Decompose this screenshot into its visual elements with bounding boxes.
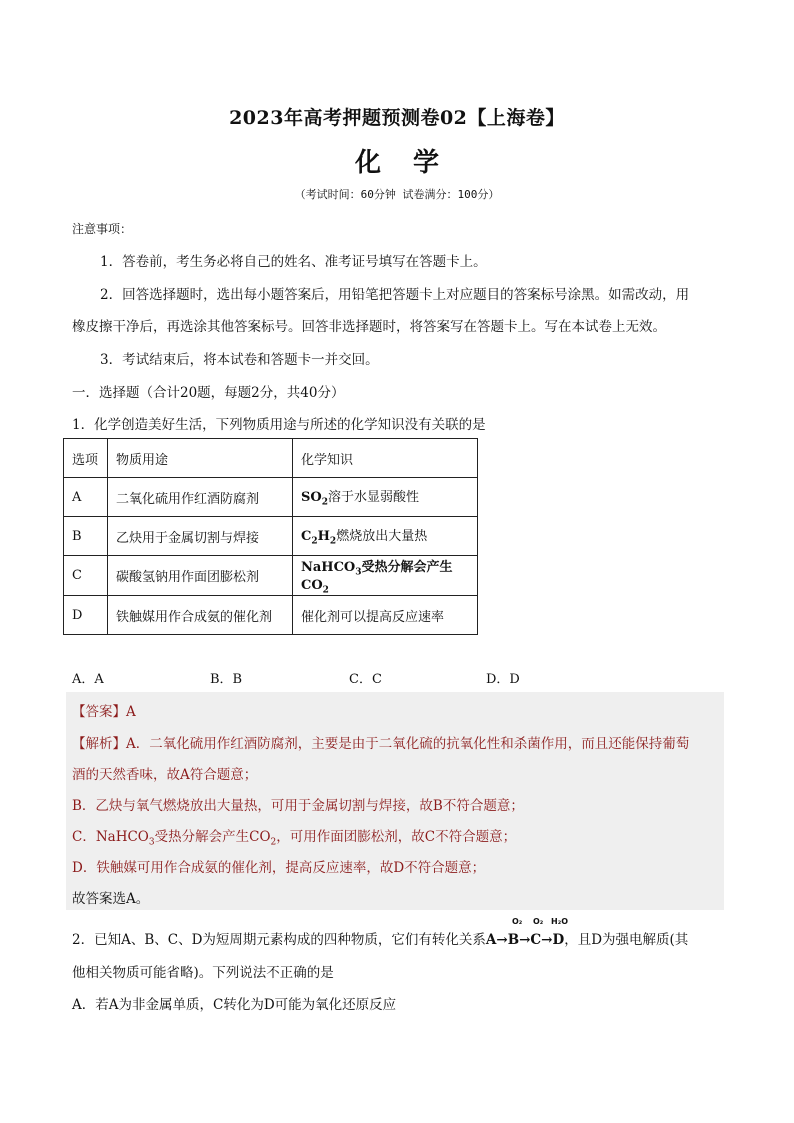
formula-subscript: 2	[329, 536, 337, 547]
analysis-a-line-2: 酒的天然香味，故A符合题意；	[72, 767, 258, 783]
subject-title: 化学	[354, 148, 471, 178]
analysis-b: B．乙炔与氧气燃烧放出大量热，可用于金属切割与焊接，故B不符合题意；	[72, 798, 524, 814]
choice-c: C．C	[349, 672, 382, 687]
formula-subscript: 2	[322, 585, 329, 596]
table-header-cell: 化学知识	[293, 439, 478, 478]
table-cell-knowledge	[293, 517, 478, 556]
formula-subscript: 2	[270, 837, 277, 848]
exam-info: （考试时间：60分钟 试卷满分：100分）	[294, 188, 500, 201]
analysis-a-text: A．二氧化硫用作红酒防腐剂，主要是由于二氧化硫的抗氧化性和杀菌作用，而且还能保持葡萄	[126, 736, 690, 752]
formula-subscript: 3	[355, 567, 362, 578]
table-row	[64, 556, 478, 596]
question-2-stem-line-1	[72, 928, 688, 948]
notice-item-1: 1．答卷前，考生务必将自己的姓名、准考证号填写在答题卡上。	[100, 254, 487, 270]
knowledge-text: 燃烧放出大量热	[336, 529, 428, 545]
formula-text: H	[317, 529, 330, 545]
question-1-table	[63, 438, 478, 635]
choice-b: B．B	[210, 672, 243, 687]
analysis-d: D．铁触媒可用作合成氨的催化剂，提高反应速率，故D不符合题意；	[72, 860, 486, 876]
section-heading: 一．选择题（合计20题，每题2分，共40分）	[72, 385, 345, 401]
table-cell-use: 二氧化硫用作红酒防腐剂	[108, 478, 293, 517]
question-2-stem-post: ，且D为强电解质(其	[564, 932, 689, 948]
conclusion: 故答案选A。	[72, 891, 150, 907]
choice-d: D．D	[486, 672, 520, 687]
table-cell-option: A	[64, 478, 108, 517]
notice-item-3: 3．考试结束后，将本试卷和答题卡一并交回。	[100, 352, 379, 368]
question-2-option-a: A．若A为非金属单质，C转化为D可能为氧化还原反应	[72, 997, 397, 1013]
table-cell-knowledge	[293, 478, 478, 517]
arrow-label-3: H₂O	[551, 917, 568, 926]
table-header-cell: 选项	[64, 439, 108, 478]
table-cell-option: C	[64, 556, 108, 596]
knowledge-text: 溶于水显弱酸性	[327, 490, 419, 506]
analysis-c-mid: 受热分解会产生CO	[154, 829, 271, 845]
question-2-stem-pre: 2．已知A、B、C、D为短周期元素构成的四种物质，它们有转化关系	[72, 932, 486, 948]
table-header-row	[64, 439, 478, 478]
question-1-stem: 1．化学创造美好生活，下列物质用途与所述的化学知识没有关联的是	[72, 417, 486, 433]
formula-text: C	[301, 529, 312, 545]
table-cell-knowledge	[293, 556, 478, 596]
table-row	[64, 478, 478, 517]
exam-title: 2023年高考押题预测卷02【上海卷】	[229, 107, 565, 129]
formula-text: NaHCO	[301, 560, 356, 575]
table-row	[64, 596, 478, 635]
choice-a: A．A	[72, 672, 104, 687]
table-cell-option: D	[64, 596, 108, 635]
notice-item-2-line-2: 橡皮擦干净后，再选涂其他答案标号。回答非选择题时，将答案写在答题卡上。写在本试卷上无效。	[72, 319, 666, 335]
table-cell-use: 乙炔用于金属切割与焊接	[108, 517, 293, 556]
table-row	[64, 517, 478, 556]
table-cell-option: B	[64, 517, 108, 556]
table-cell-use: 碳酸氢钠用作面团膨松剂	[108, 556, 293, 596]
answer-line: 【答案】A	[72, 704, 136, 720]
analysis-label: 【解析】	[72, 736, 126, 752]
table-header-cell: 物质用途	[108, 439, 293, 478]
arrow-label-1: O₂	[512, 917, 523, 926]
analysis-c	[72, 825, 516, 848]
analysis-a-line-1	[72, 732, 689, 752]
formula-subscript: 2	[321, 497, 328, 508]
formula-subscript: 2	[311, 536, 318, 547]
formula-text: SO	[301, 490, 322, 506]
formula-subscript: 3	[148, 837, 155, 848]
analysis-c-post: ，可用作面团膨松剂，故C不符合题意；	[276, 829, 517, 845]
arrow-label-2: O₂	[533, 917, 544, 926]
analysis-c-pre: C．NaHCO	[72, 829, 149, 845]
table-cell-use: 铁触媒用作合成氨的催化剂	[108, 596, 293, 635]
notice-heading: 注意事项：	[72, 222, 133, 236]
question-2-stem-line-2: 他相关物质可能省略)。下列说法不正确的是	[72, 965, 334, 981]
notice-item-2-line-1: 2．回答选择题时，选出每小题答案后，用铅笔把答题卡上对应题目的答案标号涂黑。如需改动，用	[100, 287, 690, 303]
table-cell-knowledge: 催化剂可以提高反应速率	[293, 596, 478, 635]
conversion-chain: A→B→C→D	[485, 932, 565, 948]
knowledge-text: 受热分解会产生CO	[301, 560, 453, 593]
